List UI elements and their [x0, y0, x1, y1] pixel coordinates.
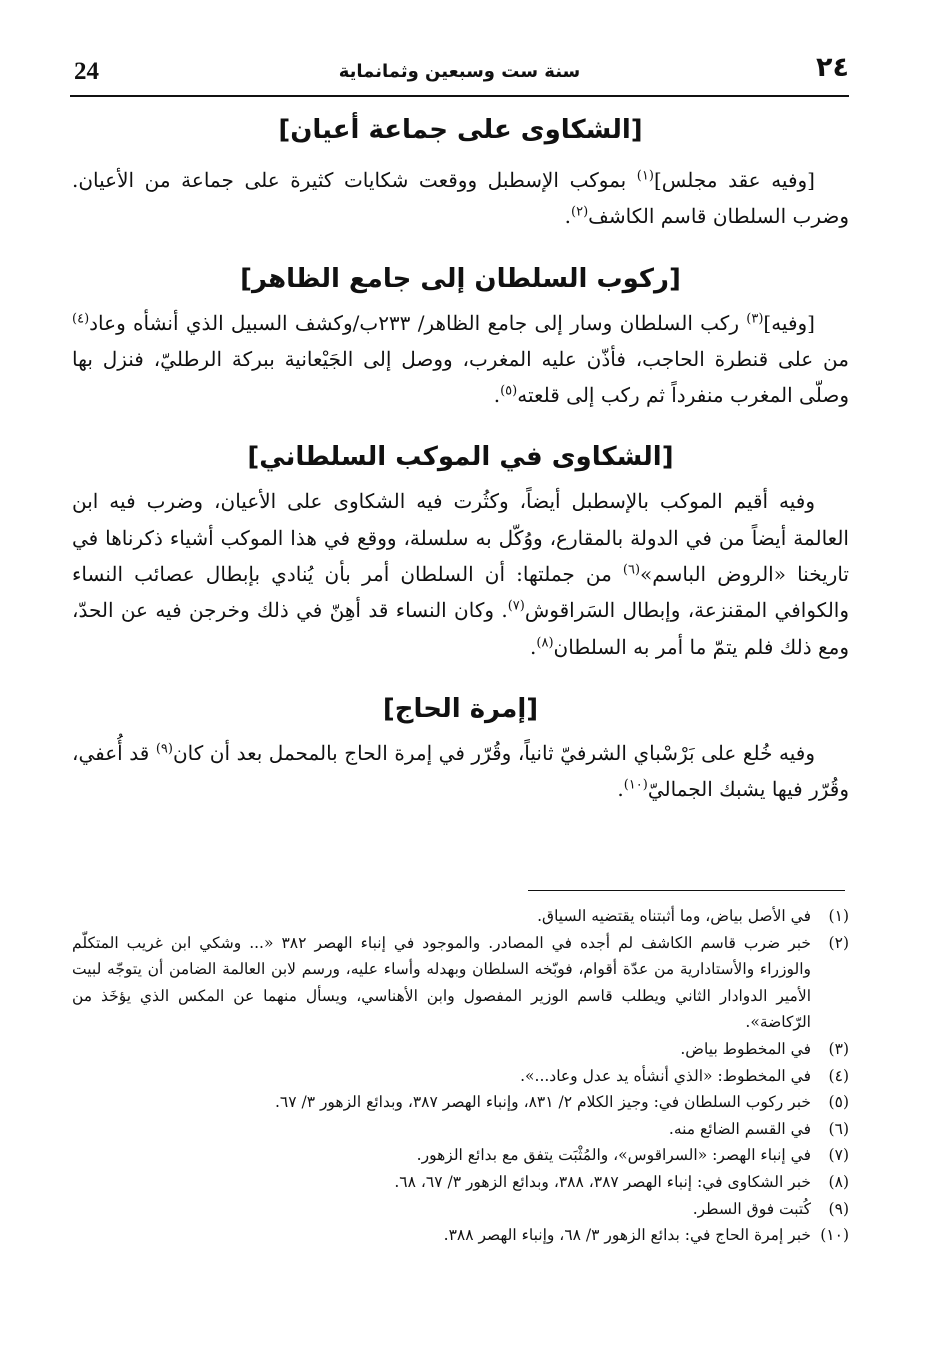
footnote-text: في المخطوط: «الذي أنشأه يد عدل وعاد...». — [520, 1066, 811, 1085]
footnote — [72, 1089, 849, 1116]
footnote — [72, 1196, 849, 1223]
footnote-number: (٥) — [828, 1093, 849, 1112]
footnote-ref: (٩) — [155, 741, 173, 757]
footnote — [72, 903, 849, 930]
text-segment: وفيه أقيم الموكب بالإسطبل أيضاً، وكثُرت فيه الشكاوى على الأعيان، وضرب فيه ابن العالمة أيضاً من في الدولة بالمقارع، ووُكّل به سلسلة، ووقع في هذا الموكب أشياء ذكرناها في تاريخنا «الروض الباسم» — [72, 489, 849, 587]
footnote-text: خبر إمرة الحاج في: بدائع الزهور ٣/ ٦٨، وإنباء الهصر ٣٨٨. — [443, 1226, 811, 1245]
text-segment: . — [617, 777, 624, 802]
text-segment: . — [530, 634, 537, 659]
section-heading: [إمرة الحاج] — [382, 693, 539, 724]
section-heading: [ركوب السلطان إلى جامع الظاهر] — [240, 263, 681, 294]
footnote-ref: (٨) — [536, 635, 554, 651]
text-segment: وفيه خُلع على بَرْسْباي الشرفيّ ثانياً، وقُرّر في إمرة الحاج بالمحمل بعد أن كان — [172, 740, 815, 765]
footnote-number: (٣) — [828, 1039, 849, 1058]
footnote-number: (٦) — [828, 1119, 849, 1138]
footnotes — [72, 903, 849, 1249]
running-title: سنة ست وسبعين وثمانماية — [338, 61, 581, 82]
footnote-ref: (٧) — [507, 598, 525, 614]
page-number-latin: 24 — [74, 58, 99, 85]
footnote-text: في الأصل بياض، وما أثبتناه يقتضيه السياق. — [537, 907, 811, 925]
footnote — [72, 1169, 849, 1196]
text-segment: من على قنطرة الحاجب، فأذّن عليه المغرب، ووصل إلى الجَيْعانية ببركة الرطليّ، فنزل بها وصلّى المغرب منفرداً ثم ركب إلى قلعته — [72, 346, 849, 408]
footnote-text: خبر ضرب قاسم الكاشف لم أجده في المصادر. والموجود في إنباء الهصر ٣٨٢ «... وشكي ابن غريب المتكلّم والوزراء والأستادارية من عدّة أقوام، فوبّخه السلطان وبهدله وأساء عليه، ورسم لابن العالمة الضامن أن يتوجّه لبيت الأمير الدوادار الثاني ويطلب قاسم الوزير المفصول وابن الأهناسي، ويسأل منهما عن المكس الذي يؤخَذ من الرّكاضة». — [72, 933, 812, 1032]
footnote-ref: (١٠) — [623, 777, 648, 793]
text-segment: [وفيه عقد مجلس] — [653, 168, 815, 192]
text-segment: . — [564, 204, 571, 229]
text-segment: . — [493, 383, 501, 408]
footnote-text: خبر ركوب السلطان في: وجيز الكلام ٢/ ٨٣١، وإنباء الهصر ٣٨٧، وبدائع الزهور ٣/ ٦٧. — [274, 1093, 811, 1112]
section-paragraph — [72, 162, 849, 235]
footnote-ref: (٣) — [746, 310, 764, 326]
footnote — [72, 930, 849, 1036]
text-segment: بموكب الإسطبل ووقعت شكايات كثيرة على جماعة من الأعيان. وضرب السلطان قاسم الكاشف — [72, 168, 849, 229]
section-heading: [الشكاوى في الموكب السلطاني] — [247, 442, 674, 473]
header-rule — [70, 95, 849, 97]
footnote-text: في إنباء الهصر: «السراقوس»، والمُثْبَت يتفق مع بدائع الزهور. — [416, 1146, 811, 1165]
footnote-number: (٧) — [828, 1146, 849, 1165]
page-number-arabic: ٢٤ — [816, 52, 849, 83]
text-segment: قد أُعفي، وقُرّر فيها يشبك الجماليّ — [72, 740, 849, 802]
footnote-text: في المخطوط بياض. — [680, 1039, 811, 1058]
footnote-ref: (٦) — [622, 562, 641, 578]
main-text — [72, 108, 849, 810]
text-segment: ركب السلطان وسار إلى جامع الظاهر/ ٢٣٣ب/وكشف السبيل الذي أنشأه وعاد — [89, 310, 747, 335]
section-heading: [الشكاوى على جماعة أعيان] — [278, 115, 643, 145]
footnote-number: (٨) — [828, 1172, 849, 1191]
text-segment: [وفيه] — [763, 310, 815, 335]
footnote-number: (١) — [828, 907, 849, 925]
footnote-separator — [528, 890, 845, 891]
footnote-text: كُتبت فوق السطر. — [692, 1199, 811, 1218]
page-header — [70, 52, 849, 92]
footnote-number: (١٠) — [820, 1226, 849, 1245]
footnote — [72, 1036, 849, 1063]
footnote-text: في القسم الضائع منه. — [668, 1119, 811, 1138]
section-paragraph — [72, 305, 849, 414]
footnote-number: (٢) — [828, 933, 849, 952]
footnote — [72, 1063, 849, 1090]
section-paragraph — [72, 735, 849, 808]
footnote-ref: (٥) — [500, 383, 518, 399]
footnote — [72, 1222, 849, 1249]
footnote-ref: (٤) — [72, 310, 90, 326]
footnote-number: (٩) — [828, 1199, 849, 1218]
footnote-number: (٤) — [828, 1066, 849, 1085]
footnote — [72, 1142, 849, 1169]
footnote-text: خبر الشكاوى في: إنباء الهصر ٣٨٧، ٣٨٨، وبدائع الزهور ٣/ ٦٧، ٦٨. — [394, 1172, 811, 1191]
text-segment: من جملتها: أن السلطان أمر بأن يُنادي بإبطال عصائب النساء والكوافي المقنزعة، وإبطال السَراقوش — [72, 562, 850, 623]
text-segment: . وكان النساء قد أهِنّ في ذلك وخرجن فيه عن الحدّ، ومع ذلك فلم يتمّ ما أمر به السلطان — [72, 598, 849, 659]
section-paragraph — [72, 483, 849, 664]
footnote-ref: (١) — [636, 168, 654, 184]
footnote — [72, 1116, 849, 1143]
footnote-ref: (٢) — [571, 204, 589, 220]
